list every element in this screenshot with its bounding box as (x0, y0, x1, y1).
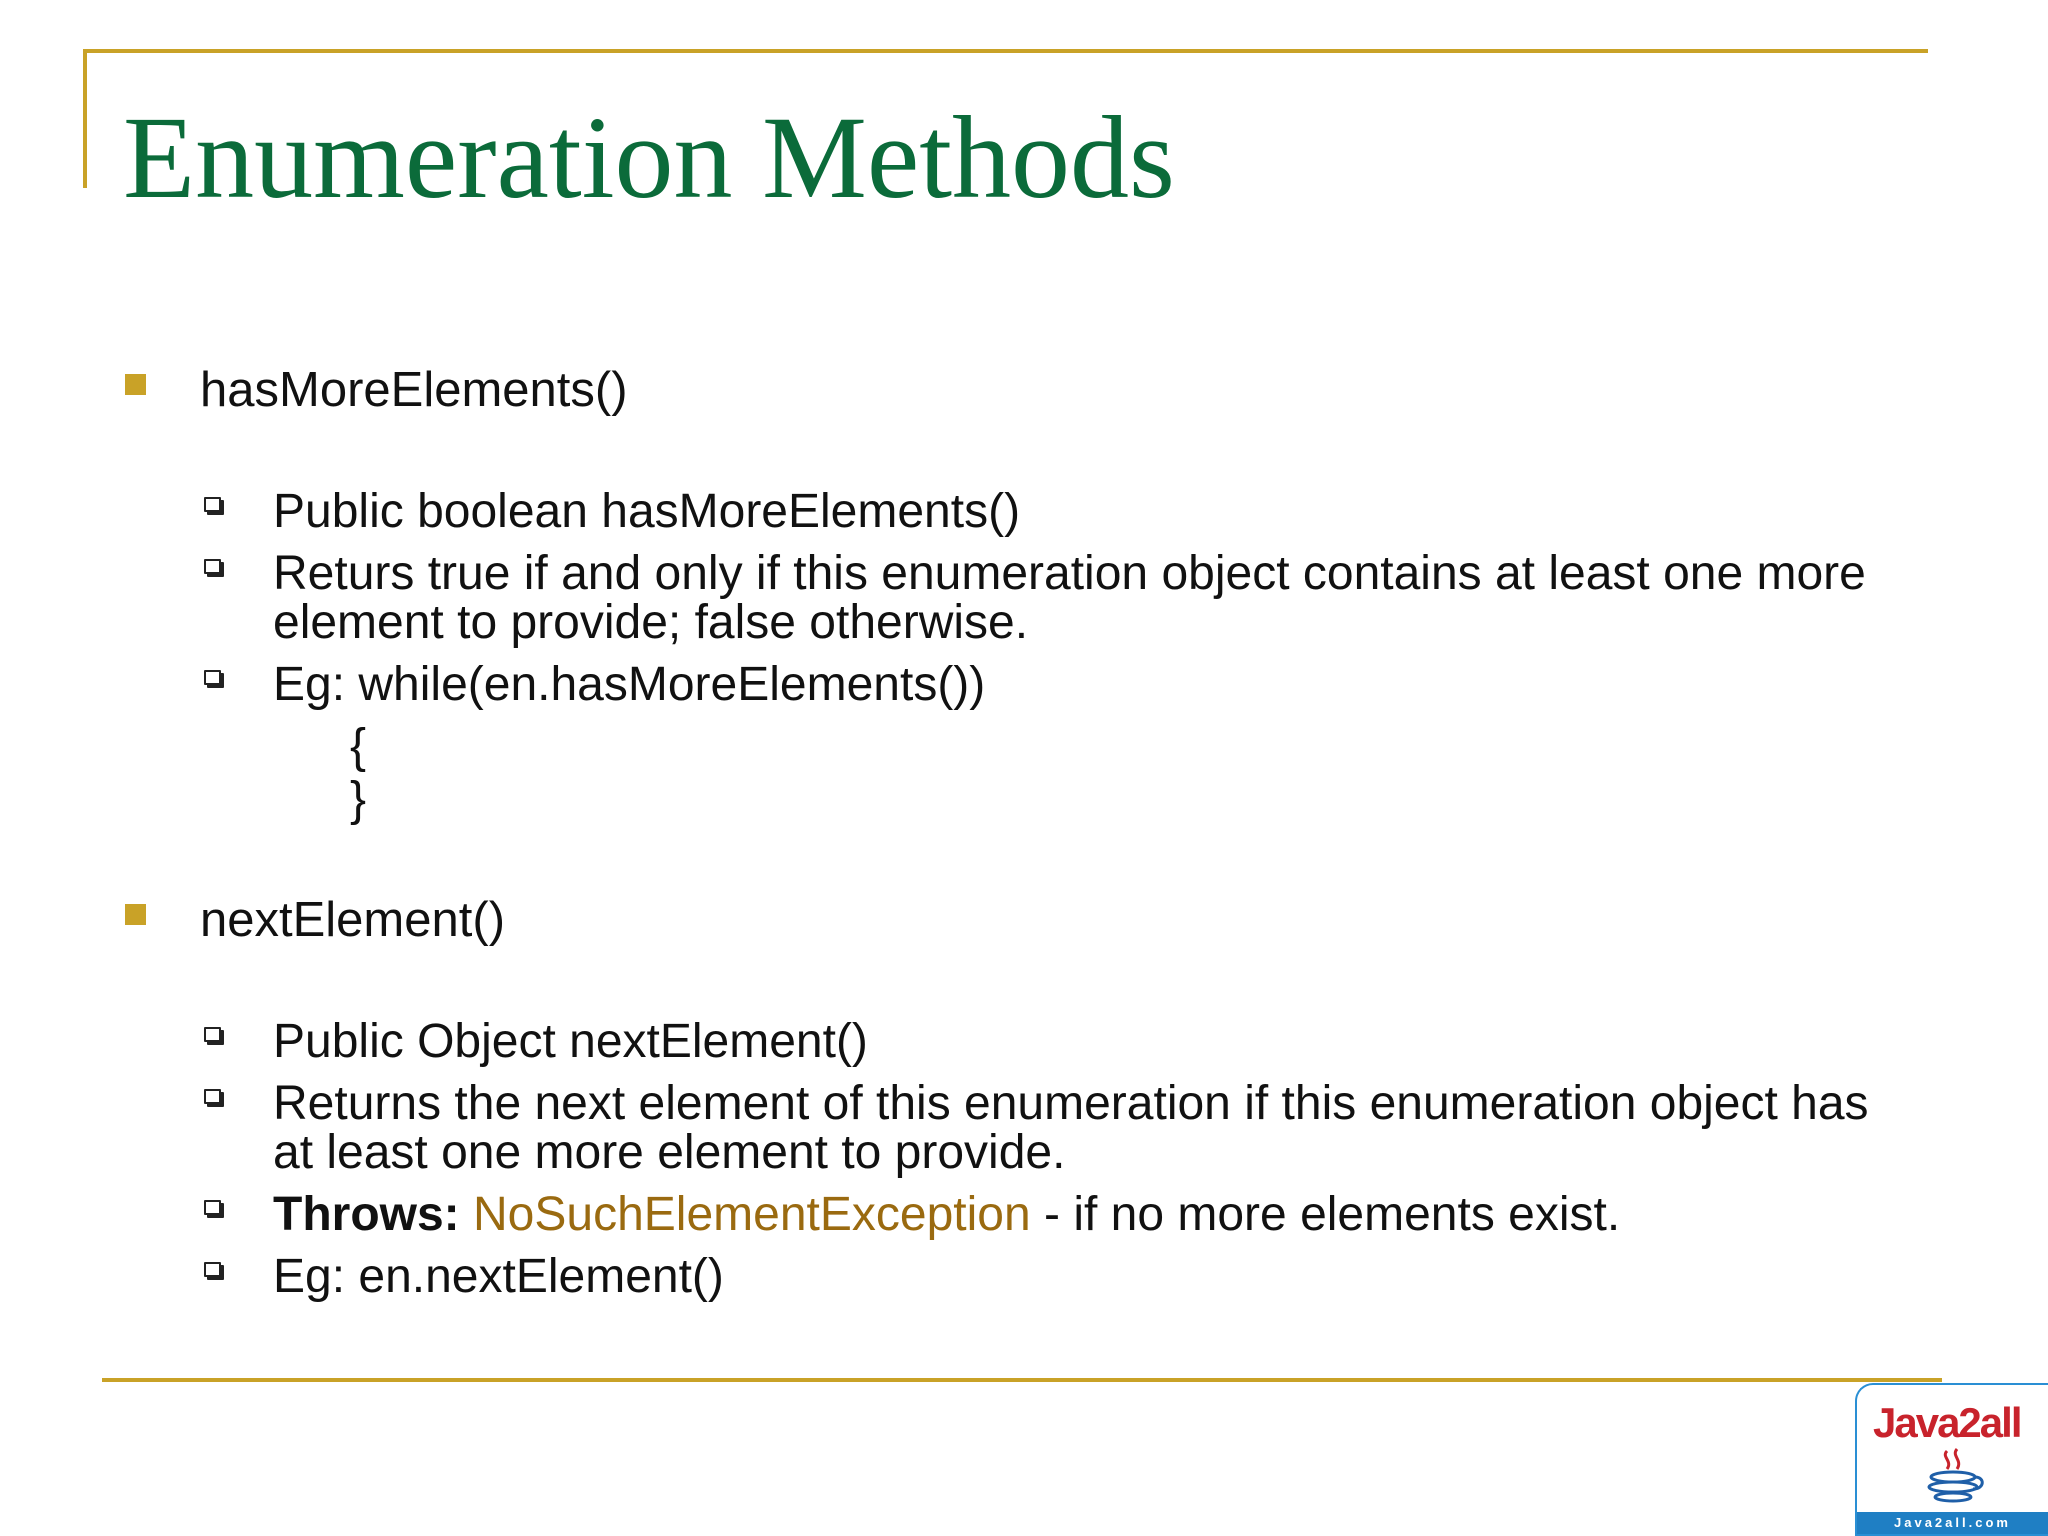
checkbox-bullet-icon (204, 1200, 221, 1215)
section-heading-nextelement: nextElement() (200, 893, 506, 947)
logo-text: Java2all (1873, 1399, 2021, 1446)
checkbox-bullet-icon (204, 497, 221, 512)
logo-url: Java2all.com (1857, 1512, 2048, 1534)
checkbox-bullet-icon (204, 670, 221, 685)
square-bullet-icon (125, 904, 146, 925)
exception-name: NoSuchElementException (473, 1188, 1031, 1241)
code-close-brace: } (350, 773, 367, 826)
checkbox-bullet-icon (204, 1027, 221, 1042)
throws-label: Throws: (273, 1188, 460, 1241)
list-item: Returs true if and only if this enumeration object contains at least one more element to provide; false otherwise. (273, 547, 1866, 649)
list-item: Eg: while(en.hasMoreElements()) (273, 658, 986, 711)
throws-item (273, 1190, 1913, 1239)
code-open-brace: { (350, 720, 367, 773)
slide-title: Enumeration Methods (123, 92, 1175, 223)
java-coffee-cup-icon (1917, 1447, 1997, 1507)
bottom-rule (102, 1378, 1942, 1382)
list-item: Public boolean hasMoreElements() (273, 485, 1021, 538)
section-heading-hasmoreelements: hasMoreElements() (200, 363, 628, 417)
java2all-logo (1855, 1383, 2048, 1536)
checkbox-bullet-icon (204, 1262, 221, 1277)
throws-suffix: - if no more elements exist. (1030, 1188, 1621, 1241)
list-item: Public Object nextElement() (273, 1015, 868, 1068)
square-bullet-icon (125, 374, 146, 395)
list-item: Eg: en.nextElement() (273, 1250, 724, 1303)
list-item: Returns the next element of this enumeration if this enumeration object has at least one more element to provide. (273, 1077, 1869, 1179)
checkbox-bullet-icon (204, 559, 221, 574)
checkbox-bullet-icon (204, 1089, 221, 1104)
